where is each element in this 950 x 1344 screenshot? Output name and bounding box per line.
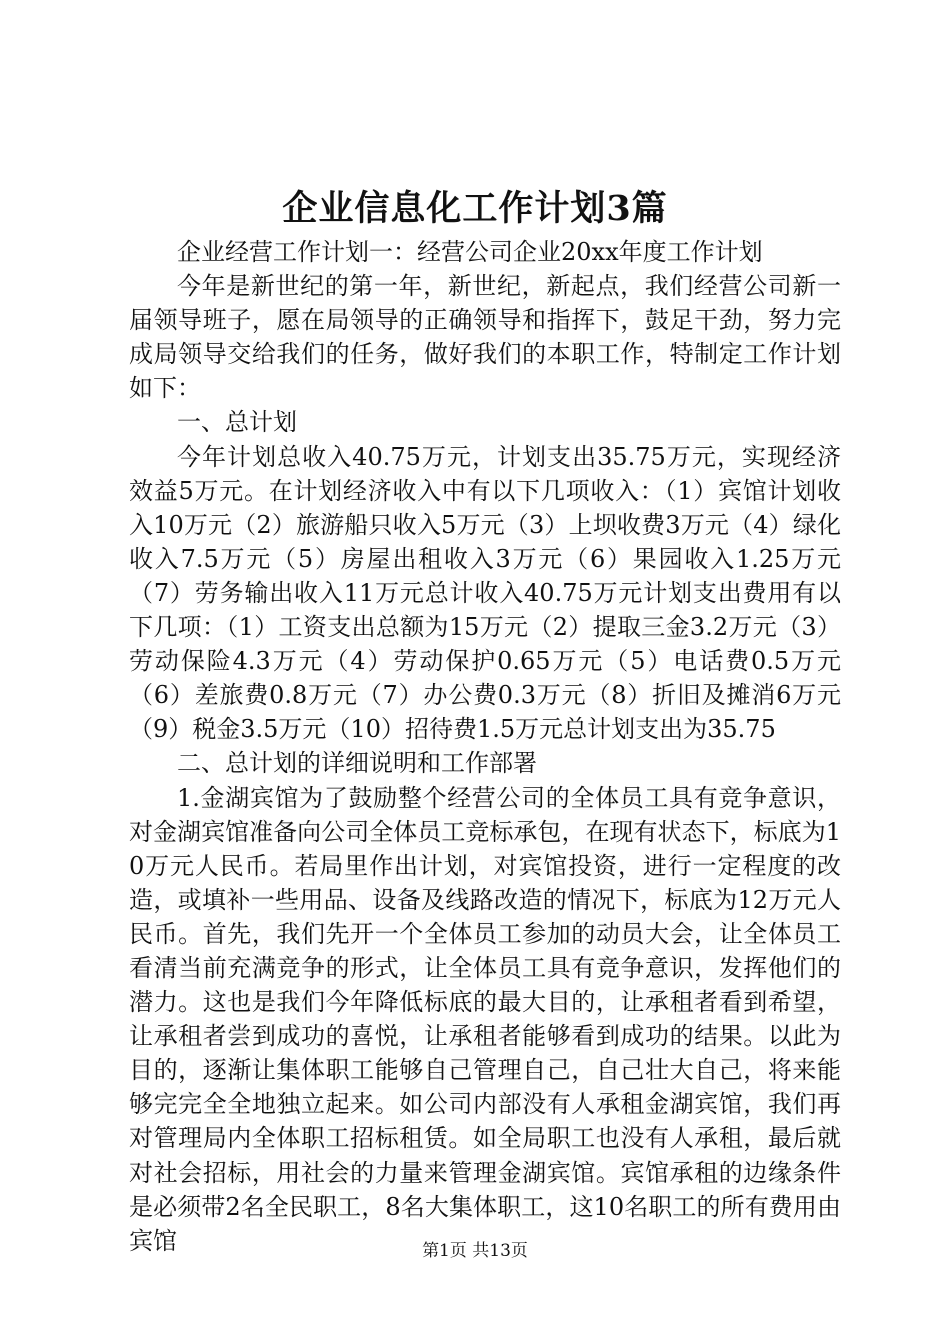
section-heading-1: 一、总计划 [177,408,297,437]
document-title: 企业信息化工作计划3篇 [282,188,668,229]
section-heading-2: 二、总计划的详细说明和工作部署 [177,749,537,778]
paragraph-subtitle: 企业经营工作计划一：经营公司企业20xx年度工作计划 [177,238,763,266]
paragraph-hotel-plan: 1.金湖宾馆为了鼓励整个经营公司的全体员工具有竞争意识，对金湖宾馆准备向公司全体员工竞标承包，在现有状态下，标底为10万元人民币。若局里作出计划，对宾馆投资，进行一定程度的改造，或填补一些用品、设备及线路改造的情况下，标底为12万元人民币。首先，我们先开一个全体员工参加的动员大会，让全体员工看清当前充满竞争的形式，让全体员工具有竞争意识，发挥他们的潜力。这也是我们今年降低标底的最大目的，让承租者看到希望，让承租者尝到成功的喜悦，让承租者能够看到成功的结果。以此为目的，逐渐让集体职工能够自己管理自己，自己壮大自己，将来能够完完全全地独立起来。如公司内部没有人承租金湖宾馆，我们再对管理局内全体职工招标租赁。如全局职工也没有人承租，最后就对社会招标，用社会的力量来管理金湖宾馆。宾馆承租的边缘条件是必须带2名全民职工，8名大集体职工，这10名职工的所有费用由宾馆 [129,783,841,1255]
paragraph-intro: 今年是新世纪的第一年，新世纪，新起点，我们经营公司新一届领导班子，愿在局领导的正确领导和指挥下，鼓足干劲，努力完成局领导交给我们的任务，做好我们的本职工作，特制定工作计划如下： [129,272,841,403]
document-body [129,235,841,1258]
page-footer: 第1页 共13页 [422,1241,528,1261]
paragraph-plan-figures: 今年计划总收入40.75万元，计划支出35.75万元，实现经济效益5万元。在计划经济收入中有以下几项收入：（1）宾馆计划收入10万元（2）旅游船只收入5万元（3）上坝收费3万元（4）绿化收入7.5万元（5）房屋出租收入3万元（6）果园收入1.25万元（7）劳务输出收入11万元总计收入40.75万元计划支出费用有以下几项：（1）工资支出总额为15万元（2）提取三金3.2万元（3）劳动保险4.3万元（4）劳动保护0.65万元（5）电话费0.5万元（6）差旅费0.8万元（7）办公费0.3万元（8）折旧及摊消6万元（9）税金3.5万元（10）招待费1.5万元总计划支出为35.75 [129,442,841,744]
